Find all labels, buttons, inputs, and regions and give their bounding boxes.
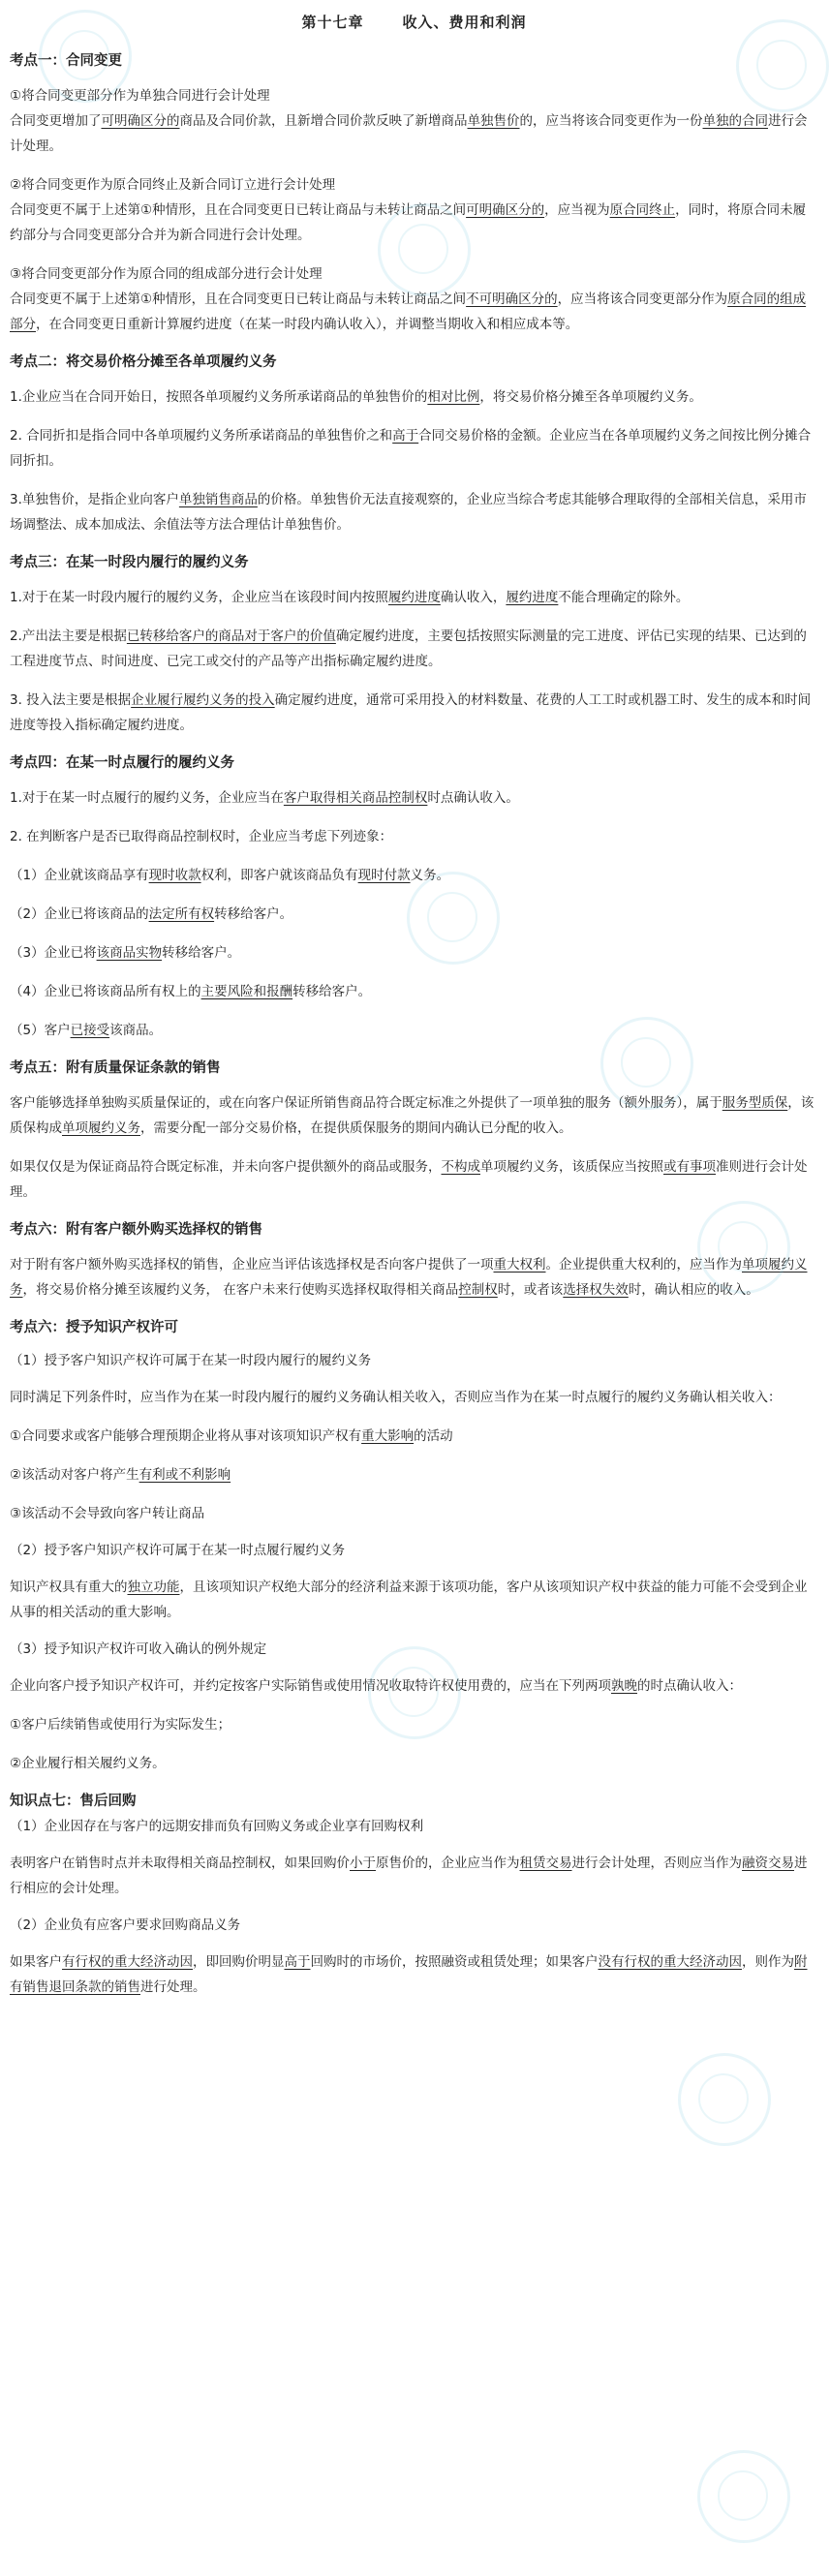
text: ，则作为 (742, 1954, 794, 1970)
text: 合同变更增加了 (10, 113, 102, 129)
text: （4）企业已将该商品所有权上的 (10, 984, 201, 999)
underlined-term: 租赁交易 (519, 1855, 572, 1871)
text: 客户能够选择单独购买质量保证的，或在向客户保证所销售商品符合既定标准之外提供了一项单独的服务（额外服务），属于 (10, 1095, 722, 1111)
text: ②将合同变更作为原合同终止及新合同订立进行会计处理 (10, 177, 336, 193)
text: 时，确认相应的收入。 (628, 1282, 759, 1298)
underlined-term: 履约进度 (387, 590, 441, 605)
section-heading: 考点五：附有质量保证条款的销售 (10, 1060, 221, 1076)
text: ，同时，将原合同未履约部分与合同变更部分合并为新合同进行会计处理。 (10, 202, 807, 243)
underlined-term: 高于 (284, 1954, 311, 1970)
underlined-term: 小于 (350, 1855, 376, 1871)
text: （2）企业已将该商品的 (10, 906, 149, 922)
subheading: （3）授予知识产权许可收入确认的例外规定 (10, 1641, 267, 1657)
text: 3.单独售价，是指企业向客户 (10, 492, 179, 507)
text: 权利，即客户就该商品负有 (200, 868, 358, 883)
text: 原售价的，企业应当作为 (376, 1855, 520, 1871)
text: 的价格。单独售价无法直接观察的，企业应当综合考虑其能够合理取得的全部相关信息，采用市场调整法、成本加成法、余值法等方法合理估计单独售价。 (10, 492, 807, 533)
paragraph (10, 423, 818, 474)
paragraph (10, 785, 818, 811)
paragraph (10, 261, 818, 337)
text: ，应当视为 (544, 202, 610, 218)
text: ，应当将该合同变更部分作为 (557, 291, 728, 307)
text: ，将交易价格分摊至该履约义务， 在客户未来行使购买选择权取得相关商品 (22, 1282, 459, 1298)
text: 该商品。 (109, 1023, 163, 1038)
section-heading: 考点四：在某一时点履行的履约义务 (10, 755, 234, 771)
text: 转移给客户。 (292, 984, 372, 999)
text: 2.产出法主要是根据 (10, 629, 127, 644)
underlined-term: 不构成 (441, 1159, 480, 1175)
text: 单项履约义务，该质保应当按照 (480, 1159, 663, 1175)
underlined-term: 没有行权的重大经济动因 (598, 1954, 742, 1970)
underlined-term: 现时付款 (357, 868, 411, 883)
text: 合同变更不属于上述第①种情形，且在合同变更日已转让商品与未转让商品之间 (10, 202, 467, 218)
text: ，即回购价明显 (193, 1954, 285, 1970)
paragraph (10, 1090, 818, 1141)
text: 准则进行会计处理。 (10, 1159, 808, 1200)
text: 1.对于在某一时段内履行的履约义务，企业应当在该段时间内按照 (10, 590, 388, 605)
subheading: （1）企业因存在与客户的远期安排而负有回购义务或企业享有回购权利 (10, 1819, 424, 1834)
text: 转移给客户。 (162, 945, 241, 961)
list-item (10, 902, 818, 927)
text: ，在合同变更日重新计算履约进度（在某一时段内确认收入），并调整当期收入和相应成本等。 (36, 317, 579, 332)
underlined-term: 高于 (392, 428, 419, 444)
underlined-term: 或有事项 (663, 1159, 716, 1175)
text: 表明客户在销售时点并未取得相关商品控制权，如果回购价 (10, 1855, 350, 1871)
section-heading: 考点三：在某一时段内履行的履约义务 (10, 555, 249, 570)
paragraph (10, 585, 818, 610)
text: 1.对于在某一时点履行的履约义务，企业应当在 (10, 790, 284, 806)
text: 时，或者该 (497, 1282, 564, 1298)
chapter-number: 第十七章 (301, 14, 364, 31)
page-title (10, 12, 818, 32)
text: 合同交易价格的金额。企业应当在各单项履约义务之间按比例分摊合同折扣。 (10, 428, 812, 469)
text: 转移给客户。 (214, 906, 293, 922)
text: ②该活动对客户将产生 (10, 1467, 139, 1483)
watermark-logo (697, 2450, 790, 2543)
subheading: （2）授予客户知识产权许可属于在某一时点履行履约义务 (10, 1543, 346, 1558)
underlined-term: 法定所有权 (148, 906, 215, 922)
text: （5）客户 (10, 1023, 71, 1038)
underlined-term: 履约进度 (506, 590, 559, 605)
text: ，该质保构成 (10, 1095, 815, 1136)
text: 进行会计处理，否则应当作为 (571, 1855, 742, 1871)
underlined-term: 附有销售退回条款的销售 (10, 1954, 808, 1995)
list-item (10, 1462, 818, 1487)
paragraph (10, 83, 818, 159)
paragraph (10, 1673, 818, 1699)
underlined-term: 单独销售商品 (178, 492, 258, 507)
paragraph (10, 1949, 818, 2000)
paragraph: 2. 在判断客户是否已取得商品控制权时，企业应当考虑下列迹象： (10, 829, 393, 844)
text: 的，应当将该合同变更作为一份 (519, 113, 703, 129)
text: 确定履约进度，通常可采用投入的材料数量、花费的人工工时或机器工时、发生的成本和时间进度等投入指标确定履约进度。 (10, 692, 812, 733)
underlined-term: 融资交易 (742, 1855, 794, 1871)
list-item (10, 863, 818, 888)
underlined-term: 有利或不利影响 (138, 1467, 231, 1483)
underlined-term: 可明确区分的 (101, 113, 180, 129)
text: 义务。 (410, 868, 450, 883)
underlined-term: 重大影响 (361, 1428, 415, 1444)
underlined-term: 选择权失效 (563, 1282, 629, 1298)
text: 如果客户 (10, 1954, 62, 1970)
text: 如果仅仅是为保证商品符合既定标准，并未向客户提供额外的商品或服务， (10, 1159, 442, 1175)
underlined-term: 独立功能 (127, 1579, 180, 1595)
list-item: ①客户后续销售或使用行为实际发生； (10, 1717, 231, 1733)
underlined-term: 服务型质保 (722, 1095, 788, 1111)
text: 进行会计处理。 (10, 113, 808, 154)
list-item (10, 1018, 818, 1043)
underlined-term: 原合同终止 (609, 202, 676, 218)
text: 。企业提供重大权利的，应当作为 (545, 1257, 742, 1273)
section-heading: 考点六：授予知识产权许可 (10, 1320, 178, 1335)
list-item (10, 940, 818, 966)
underlined-term: 不可明确区分的 (466, 291, 558, 307)
underlined-term: 现时收款 (148, 868, 201, 883)
underlined-term: 重大权利 (493, 1257, 546, 1273)
text: （1）企业就该商品享有 (10, 868, 149, 883)
text: 合同变更不属于上述第①种情形，且在合同变更日已转让商品与未转让商品之间 (10, 291, 467, 307)
underlined-term: 原合同的组成部分 (10, 291, 807, 332)
underlined-term: 相对比例 (427, 389, 480, 405)
text: ，将交易价格分摊至各单项履约义务。 (479, 389, 702, 405)
chapter-name: 收入、费用和利润 (402, 14, 527, 31)
section-heading: 考点一：合同变更 (10, 53, 122, 69)
text: 1.企业应当在合同开始日，按照各单项履约义务所承诺商品的单独售价的 (10, 389, 428, 405)
text: ，需要分配一部分交易价格，在提供质保服务的期间内确认已分配的收入。 (140, 1120, 572, 1136)
underlined-term: 单项履约义务 (62, 1120, 140, 1136)
list-item (10, 1424, 818, 1449)
section-heading: 考点六：附有客户额外购买选择权的销售 (10, 1222, 262, 1238)
text: 不能合理确定的除外。 (558, 590, 690, 605)
subheading: （1）授予客户知识产权许可属于在某一时段内履行的履约义务 (10, 1353, 372, 1368)
list-item: ③该活动不会导致向客户转让商品 (10, 1506, 205, 1521)
text: 企业向客户授予知识产权许可，并约定按客户实际销售或使用情况收取特许权使用费的，应当在下列两项 (10, 1678, 611, 1694)
underlined-term: 主要风险和报酬 (200, 984, 293, 999)
underlined-term: 客户取得相关商品控制权 (283, 790, 428, 806)
text: ，且该项知识产权绝大部分的经济利益来源于该项功能，客户从该项知识产权中获益的能力可能不会受到企业从事的相关活动的重大影响。 (10, 1579, 808, 1620)
paragraph (10, 172, 818, 248)
text: 的时点确认收入： (637, 1678, 742, 1694)
paragraph (10, 624, 818, 674)
underlined-term: 企业履行履约义务的投入 (131, 692, 275, 708)
paragraph (10, 1252, 818, 1303)
text: 确定履约进度，主要包括按照实际测量的完工进度、评估已实现的结果、已达到的工程进度节点、时间进度、已完工或交付的产品等产出指标确定履约进度。 (10, 629, 807, 669)
underlined-term: 单项履约义务 (10, 1257, 808, 1298)
list-item: ②企业履行相关履约义务。 (10, 1756, 166, 1771)
underlined-term: 单独售价 (467, 113, 520, 129)
text: 进行处理。 (140, 1979, 206, 1995)
subheading: （2）企业负有应客户要求回购商品义务 (10, 1917, 241, 1933)
underlined-term: 有行权的重大经济动因 (62, 1954, 193, 1970)
text: ①将合同变更部分作为单独合同进行会计处理 (10, 88, 270, 104)
text: 时点确认收入。 (427, 790, 519, 806)
text: 回购时的市场价，按照融资或租赁处理；如果客户 (310, 1954, 599, 1970)
underlined-term: 已转移给客户的商品对于客户的价值 (126, 629, 336, 644)
watermark-logo (678, 2053, 771, 2146)
paragraph (10, 1154, 818, 1205)
paragraph: 同时满足下列条件时，应当作为在某一时段内履行的履约义务确认相关收入，否则应当作为在某一时点履行的履约义务确认相关收入： (10, 1390, 782, 1405)
paragraph (10, 487, 818, 537)
paragraph (10, 1851, 818, 1901)
text: 的活动 (414, 1428, 453, 1444)
section-heading: 考点二：将交易价格分摊至各单项履约义务 (10, 354, 277, 370)
text: 知识产权具有重大的 (10, 1579, 128, 1595)
underlined-term: 可明确区分的 (466, 202, 545, 218)
paragraph (10, 384, 818, 410)
list-item (10, 979, 818, 1004)
text: ①合同要求或客户能够合理预期企业将从事对该项知识产权有 (10, 1428, 362, 1444)
text: （3）企业已将 (10, 945, 97, 961)
text: 商品及合同价款，且新增合同价款反映了新增商品 (179, 113, 468, 129)
text: 对于附有客户额外购买选择权的销售，企业应当评估该选择权是否向客户提供了一项 (10, 1257, 494, 1273)
underlined-term: 单独的合同 (702, 113, 768, 129)
underlined-term: 控制权 (458, 1282, 498, 1298)
paragraph (10, 688, 818, 738)
text: 3. 投入法主要是根据 (10, 692, 132, 708)
text: 2. 合同折扣是指合同中各单项履约义务所承诺商品的单独售价之和 (10, 428, 393, 444)
section-heading: 知识点七：售后回购 (10, 1794, 137, 1809)
underlined-term: 孰晚 (611, 1678, 637, 1694)
underlined-term: 该商品实物 (96, 945, 163, 961)
paragraph (10, 1575, 818, 1625)
underlined-term: 已接受 (70, 1023, 110, 1038)
text: ③将合同变更部分作为原合同的组成部分进行会计处理 (10, 266, 323, 282)
text: 确认收入， (440, 590, 507, 605)
text: 进行相应的会计处理。 (10, 1855, 808, 1896)
